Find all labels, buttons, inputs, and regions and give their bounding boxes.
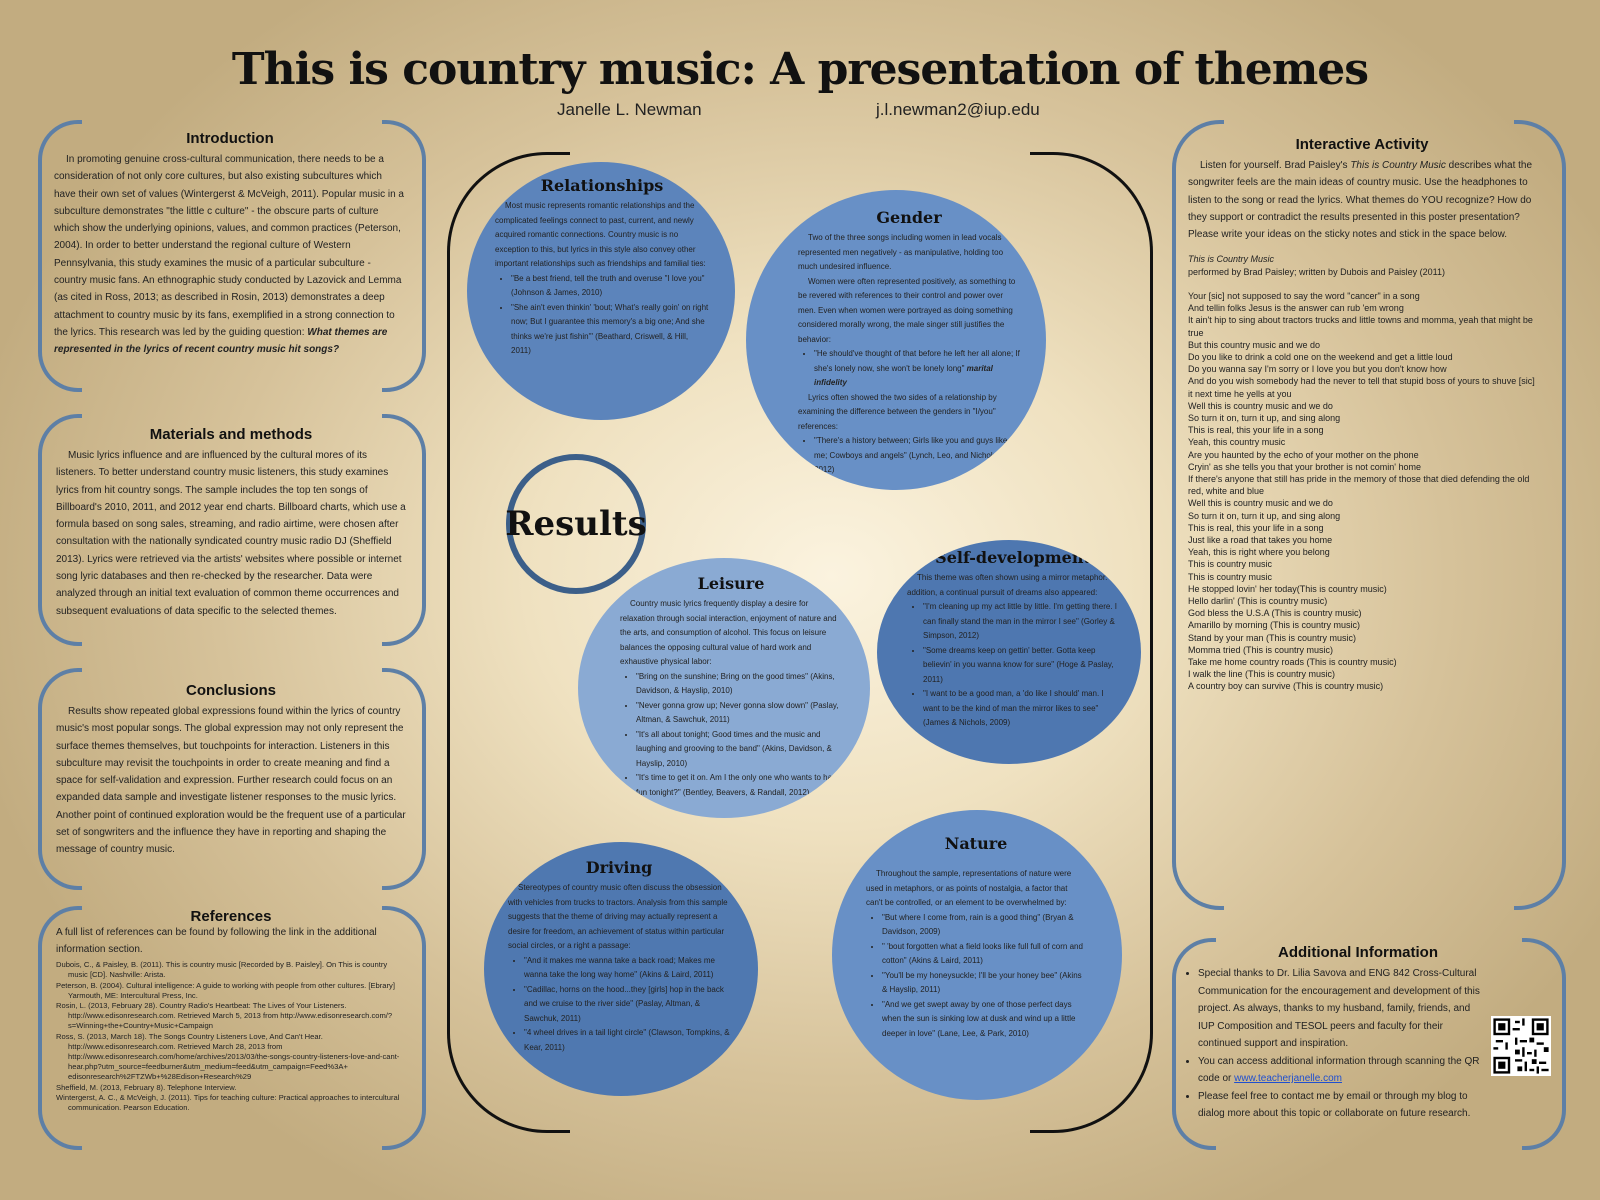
author-name: Janelle L. Newman	[557, 100, 702, 119]
lyric-line: But this country music and we do	[1188, 339, 1321, 350]
introduction-panel	[38, 120, 426, 392]
methods-body: Music lyrics influence and are influenced by the cultural mores of its listeners. To better understand country music listeners, this study examines lyrics from hit country songs. The sample includes the top ten songs of Billboard's 2010, 2011, and 2012 year end charts. Billboard charts, which use a formula based on song sales, streaming, and radio airtime, were chosen after consultation with the nationally syndicated country music radio DJ (Sheffield 2013). Lyrics were retrieved via the artists' websites where possible or internet song lyric databases and then re-checked by the researcher. Data were analyzed through an initial text evaluation of common theme occurrences and subsequent evaluations of data specific to the selected themes.	[56, 450, 406, 617]
lyric-line: Just like a road that takes you home	[1188, 534, 1333, 545]
activity-heading: Interactive Activity	[1295, 136, 1429, 153]
self-development-heading: Self-development	[935, 548, 1091, 567]
additional-heading: Additional Information	[1278, 944, 1438, 961]
quote-item: • "He should've thought of that before he left her all alone; If she's lonely now, she won't be lonely long" marital infidelity	[814, 347, 1020, 391]
gender-p2: Women were often represented positively, as something to be revered with references to their control and power over men. Even when women were portrayed as doing something considered morally wrong, the male singer still justifies the behavior:	[798, 276, 1016, 344]
quote-item: • "It's all about tonight; Good times and the music and laughing and grooving to the band" (Akins, Davidson, & Hayslip, 2010)	[636, 728, 842, 772]
lyric-line: Yeah, this is right where you belong	[1188, 547, 1330, 558]
lyric-line: And do you wish somebody had the never to tell that stupid boss of yours to shuve [sic] it next time he yells at you	[1188, 376, 1535, 399]
lyric-line: Do you wanna say I'm sorry or I love you but you don't know how	[1188, 364, 1447, 375]
lyric-line: Stand by your man (This is country music)	[1188, 632, 1357, 643]
methods-panel	[38, 414, 426, 646]
quote-item: • "She ain't even thinkin' 'bout; What's really goin' on right now; But I guarantee this memory's a big one; And she thinks we're just fishin'" (Beathard, Criswell, & Hill, 2011)	[511, 301, 709, 359]
quote-item: • "Cadillac, horns on the hood...they [girls] hop in the back and we cruise to the river side" (Paslay, Altman, & Sawchuk, 2011)	[524, 983, 730, 1027]
nature-heading: Nature	[944, 834, 1008, 853]
lyric-line: I walk the line (This is country music)	[1188, 669, 1336, 680]
lyric-line: This is real, this your life in a song	[1188, 522, 1324, 533]
poster-title: This is country music: A presentation of themes	[231, 44, 1369, 95]
reference-item: Peterson, B. (2004). Cultural intelligence: A guide to working with people from other cultures. [Ebrary] Yarmouth, ME: Intercultural Press, Inc.	[56, 980, 395, 1000]
quote-item: • "4 wheel drives in a tail light circle" (Clawson, Tompkins, & Kear, 2011)	[524, 1026, 730, 1055]
song-credit: performed by Brad Paisley; written by Dubois and Paisley (2011)	[1188, 266, 1445, 277]
lyric-line: Your [sic] not supposed to say the word "cancer" in a song	[1188, 290, 1420, 301]
leisure-circle	[578, 558, 870, 818]
lyric-line: This is real, this your life in a song	[1188, 425, 1324, 436]
leisure-body: Country music lyrics frequently display a desire for relaxation through social interaction, enjoyment of nature and the arts, and consumption of alcohol. This focus on leisure balances the opposing cultural value of hard work and exhaustive physical labor:	[620, 599, 837, 666]
gender-heading: Gender	[876, 208, 942, 227]
lyric-line: He stopped lovin' her today(This is country music)	[1188, 583, 1387, 594]
conclusions-panel	[38, 668, 426, 890]
qr-code[interactable]	[1491, 1016, 1551, 1076]
methods-heading: Materials and methods	[149, 426, 313, 443]
quote-item: • "And it makes me wanna take a back road; Makes me wanna take the long way home" (Akins & Laird, 2011)	[524, 954, 730, 983]
self-development-body: This theme was often shown using a mirror metaphor. In addition, a continual pursuit of dreams also appeared:	[907, 573, 1117, 597]
lyric-line: And tellin folks Jesus is the answer can rub 'em wrong	[1188, 303, 1404, 314]
qr-code-icon	[1491, 1016, 1551, 1076]
lyric-line: This is country music	[1188, 559, 1273, 570]
results-label: Results	[506, 454, 646, 594]
quote-item: • "It's time to get it on. Am I the only one who wants to have fun tonight?" (Bentley, Beavers, & Randall, 2012)	[636, 771, 842, 800]
quote-item: • "Some dreams keep on gettin' better. Gotta keep believin' in you wanna know for sure" (Hoge & Paslay, 2011)	[923, 644, 1119, 688]
lyric-line: It ain't hip to sing about tractors trucks and little towns and momma, yeah that might be true	[1188, 315, 1533, 338]
lyric-line: Take me home country roads (This is country music)	[1188, 656, 1397, 667]
lyric-line: Well this is country music and we do	[1188, 400, 1333, 411]
quote-item: • "But where I come from, rain is a good thing" (Bryan & Davidson, 2009)	[882, 911, 1086, 940]
activity-body: Listen for yourself. Brad Paisley's This is Country Music describes what the songwriter feels are the main ideas of country music. Use the headphones to listen to the song or read the lyrics. What themes do YOU recognize? How do they support or contradict the results presented in this poster presentation? Please write your ideas on the sticky notes and stick in the space below.	[1188, 160, 1533, 241]
lyric-line: Amarillo by morning (This is country music)	[1188, 620, 1361, 631]
additional-item: • You can access additional information through scanning the QR code or www.teacherjanelle.com	[1198, 1053, 1488, 1088]
driving-heading: Driving	[585, 858, 653, 877]
nature-body: Throughout the sample, representations of nature were used in metaphors, or as points of nostalgia, a factor that can't be controlled, or an element to be overwhelmed by:	[866, 869, 1072, 907]
introduction-body: In promoting genuine cross-cultural communication, there needs to be a consideration of not only core cultures, but also existing subcultures which have their own set of values (Wintergerst & McVeigh, 2011). Popular music in a subculture demonstrates "the little c culture" - the obscure parts of culture which show the underlying opinions, values, and common practices (Peterson, 2004). In order to better understand the regional culture of Western Pennsylvania, this study examines the music of a particular subculture - country music fans. An ethnographic study conducted by Lazovick and Lemma (as cited in Ross, 2013; as described in Rosin, 2013) demonstrates a deep attachment to country music by its fans, exemplified in a strong connection to the lyrics. This research was led by the guiding question: What themes are represented in the lyrics of recent country music hit songs?	[54, 154, 404, 356]
lyric-line: Yeah, this country music	[1188, 437, 1286, 448]
conclusions-body: Results show repeated global expressions found within the lyrics of country music's most popular songs. The global expression may not only represent the surface themes themselves, but touchpoints for interaction. Listeners in this subculture may revisit the touchpoints in order to create meaning and find a space for self-validation and expression. Further research could focus on an expanded data sample and investigate listener responses to the music lyrics. Another point of continued exploration would be the frequent use of a particular set of songwriters and the influence they have in reporting and shaping the message of country music.	[56, 706, 406, 856]
relationships-heading: Relationships	[540, 176, 664, 195]
lyric-line: A country boy can survive (This is country music)	[1188, 681, 1384, 692]
lyric-line: Do you like to drink a cold one on the weekend and get a little loud	[1188, 351, 1453, 362]
references-heading: References	[190, 908, 272, 925]
guiding-question: What themes are represented in the lyrics of recent country music hit songs?	[54, 326, 388, 356]
song-lyrics	[1188, 290, 1536, 693]
references-intro: A full list of references can be found by following the link in the additional information section.	[56, 927, 377, 956]
reference-item: Sheffield, M. (2013, February 8). Telephone Interview.	[56, 1082, 237, 1092]
lyric-line: If there's anyone that still has pride in the memory of those that died defending the old red, white and blue	[1188, 473, 1530, 497]
quote-item: • "There's a history between; Girls like you and guys like me; Cowboys and angels" (Lynch, Leo, and Nichols, 2012)	[814, 434, 1020, 478]
quote-item: • "And we get swept away by one of those perfect days when the sun is sinking low at dusk and wind up a little deeper in love" (Lane, Lee, & Park, 2010)	[882, 998, 1086, 1042]
references-panel	[38, 906, 426, 1150]
additional-item: • Please feel free to contact me by email or through my blog to dialog more about this topic or collaborate on future research.	[1198, 1088, 1488, 1123]
lyric-line: So turn it on, turn it up, and sing along	[1188, 510, 1341, 521]
reference-item: Dubois, C., & Paisley, B. (2011). This is country music [Recorded by B. Paisley]. On This is country music [CD]. Nashville: Arista.	[56, 960, 388, 980]
reference-item: Wintergerst, A. C., & McVeigh, J. (2011). Tips for teaching culture: Practical approaches to intercultural communication. Pearson Education.	[56, 1092, 400, 1113]
lyric-line: So turn it on, turn it up, and sing along	[1188, 412, 1341, 423]
lyric-line: Momma tried (This is country music)	[1188, 644, 1334, 655]
reference-item: Rosin, L. (2013, February 28). Country Radio's Heartbeat: The Lives of Your Listeners. http://www.edisonresearch.com. Retrieved March 5, 2013 from http://www.edisonresearch.com/?s=Winning+the+Country+Music+Campaign	[56, 1001, 393, 1031]
gender-circle	[746, 190, 1046, 490]
lyric-line: Well this is country music and we do	[1188, 498, 1333, 509]
introduction-heading: Introduction	[186, 130, 274, 147]
quote-item: • " 'bout forgotten what a field looks like full full of corn and cotton" (Akins & Laird, 2011)	[882, 940, 1086, 969]
lyric-line: God bless the U.S.A (This is country music)	[1188, 608, 1362, 619]
song-title: This is Country Music	[1188, 254, 1275, 265]
website-link[interactable]: www.teacherjanelle.com	[1234, 1073, 1342, 1084]
quote-item: • "You'll be my honeysuckle; I'll be your honey bee" (Akins & Hayslip, 2011)	[882, 969, 1086, 998]
quote-item: • "I want to be a good man, a 'do like I should' man. I want to be the kind of man the mirror likes to see" (James & Nichols, 2009)	[923, 687, 1119, 731]
lyric-line: Cryin' as she tells you that your brother is not comin' home	[1188, 461, 1422, 472]
reference-item: Ross, S. (2013, March 18). The Songs Country Listeners Love, And Can't Hear. http://www.edisonresearch.com. Retrieved March 28, 2013 from http://www.edisonresearch.com/home/archives/2013/03/the-songs-country-listeners-love-and-cant-hear.php?utm_source=feedburner&utm_medium=feed&utm_campaign=Feed%3A+ edisonresearch%2FTZWb+%28Edison+Research%29	[56, 1031, 400, 1082]
quote-item: • "I'm cleaning up my act little by little. I'm getting there. I can finally stand the man in the mirror I see" (Gorley & Simpson, 2012)	[923, 600, 1119, 644]
lyric-line: This is country music	[1188, 571, 1273, 582]
driving-body: Stereotypes of country music often discuss the obsession with vehicles from trucks to tractors. Analysis from this sample suggests that the theme of driving may actually represent a desire for freedom, an achievement of status within particular social circles, or a right a passage:	[508, 883, 728, 950]
author-email: j.l.newman2@iup.edu	[876, 100, 1040, 119]
self-development-circle	[877, 540, 1141, 764]
leisure-heading: Leisure	[697, 574, 765, 593]
nature-circle	[832, 810, 1122, 1100]
relationships-circle	[467, 162, 735, 420]
lyric-line: Hello darlin' (This is country music)	[1188, 595, 1328, 606]
quote-item: • "Be a best friend, tell the truth and overuse "I love you" (Johnson & James, 2010)	[511, 272, 709, 301]
quote-item: • "Bring on the sunshine; Bring on the good times" (Akins, Davidson, & Hayslip, 2010)	[636, 670, 842, 699]
relationships-body: Most music represents romantic relationships and the complicated feelings connect to past, current, and newly acquired romantic connections. Country music is no exception to this, but lyrics in this style also convey other important relationships such as friendships and familial ties:	[495, 201, 706, 268]
quote-item: • "Never gonna grow up; Never gonna slow down" (Paslay, Altman, & Sawchuk, 2011)	[636, 699, 842, 728]
driving-circle	[484, 842, 758, 1096]
interactive-activity-panel	[1172, 120, 1566, 910]
additional-item: • Special thanks to Dr. Lilia Savova and ENG 842 Cross-Cultural Communication for the encouragement and development of this project. As always, thanks to my husband, family, friends, and IUP Composition and TESOL peers and faculty for their continued support and inspiration.	[1198, 965, 1488, 1053]
gender-p3: Lyrics often showed the two sides of a relationship by examining the difference between the genders in "I/you" references:	[798, 392, 997, 431]
conclusions-heading: Conclusions	[185, 682, 276, 699]
gender-p1: Two of the three songs including women in lead vocals represented men negatively - as manipulative, holding too much undesired influence.	[798, 233, 1004, 271]
lyric-line: Are you haunted by the echo of your mother on the phone	[1188, 449, 1419, 460]
